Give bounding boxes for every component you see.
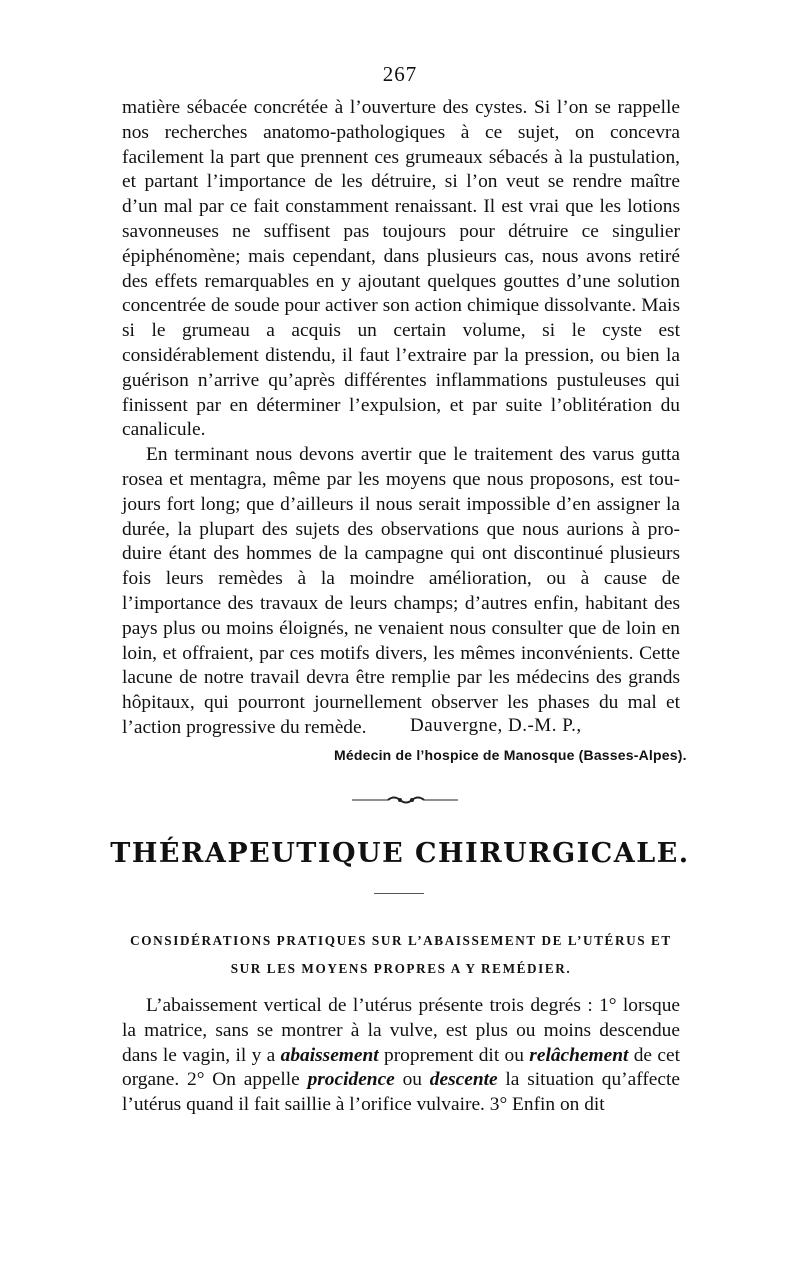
body-text-upper xyxy=(122,96,680,741)
paragraph: En terminant nous devons avertir que le traitement des varus gutta rosea et mentagra, même par les moyens que nous proposons, est toujours fort long; que d’ailleurs il nous serait impossible d’en assigner la durée, la plupart des sujets des observations que nous aurions à produire étant des hommes de la campagne qui ont discontinué plusieurs fois leurs remèdes à la moindre amélioration, ou à cause de l’importance des travaux de leurs champs; d’autres enfin, habitant des pays plus ou moins éloignés, ne venaient nous consulter que de loin en loin, et offraient, par ces motifs divers, les mêmes inconvénients. Cette lacune de notre travail devra être remplie par les médecins des grands hôpitaux, qui pourront journellement observer les phases du mal et l’action progressive du remède. xyxy=(122,444,680,738)
section-title: THÉRAPEUTIQUE CHIRURGICALE. xyxy=(110,838,690,869)
emphasis-term: abaissement xyxy=(280,1044,379,1066)
author-affiliation: Médecin de l’hospice de Manosque (Basses-Alpes). xyxy=(334,747,687,763)
emphasis-term: procidence xyxy=(307,1069,395,1091)
text-run: L’abaissement vertical de l’utérus présente trois degrés : 1° lorsque la matrice, sans se montrer à la vulve, est plus ou moins descendue dans le vagin, il y a xyxy=(122,995,680,1066)
author-signature: Dauvergne, D.-M. P., xyxy=(410,715,582,736)
emphasis-term: descente xyxy=(429,1069,498,1091)
ornament-divider xyxy=(350,790,460,810)
paragraph: matière sébacée concrétée à l’ouverture des cystes. Si l’on se rappelle nos recherches anatomo-pathologiques à ce sujet, on concevra facilement la part que prennent ces grumeaux sébacés à la pustulation, et partant l’importance de les détruire, si l’on veut se rendre maître d’un mal par ce fait constamment renaissant. Il est vrai que les lotions savonneuses ne suffisent pas toujours pour détruire ce singulier épiphénomène; mais cependant, dans plusieurs cas, nous avons retiré des effets remarquables en y ajoutant quelques gouttes d’une solution concentrée de soude pour activer son action chimique dissolvante. Mais si le grumeau a acquis un certain volume, si le cyste est considérablement distendu, il faut l’extraire par la pression, ou bien la guérison n’arrive qu’après différentes inflammations pustuleuses qui finissent par en déterminer l’expulsion, et par suite l’oblitération du canalicule. xyxy=(122,97,680,441)
page-number: 267 xyxy=(382,62,418,86)
emphasis-term: relâchement xyxy=(529,1044,629,1066)
text-run: de cet organe. 2° On appelle xyxy=(122,1044,680,1091)
text-run: la situation qu’affecte l’utérus quand il fait saillie à l’orifice vulvaire. 3° Enfin on dit xyxy=(122,1069,681,1116)
divider-rule xyxy=(374,893,424,894)
text-run: ou xyxy=(394,1069,430,1091)
text-run: proprement dit ou xyxy=(378,1044,530,1066)
paragraph xyxy=(122,994,680,1118)
body-text-lower xyxy=(122,994,680,1118)
article-subtitle: CONSIDÉRATIONS PRATIQUES SUR L’ABAISSEMENT DE L’UTÉRUS ET SUR LES MOYENS PROPRES A Y REMÉDIER. xyxy=(130,933,672,976)
